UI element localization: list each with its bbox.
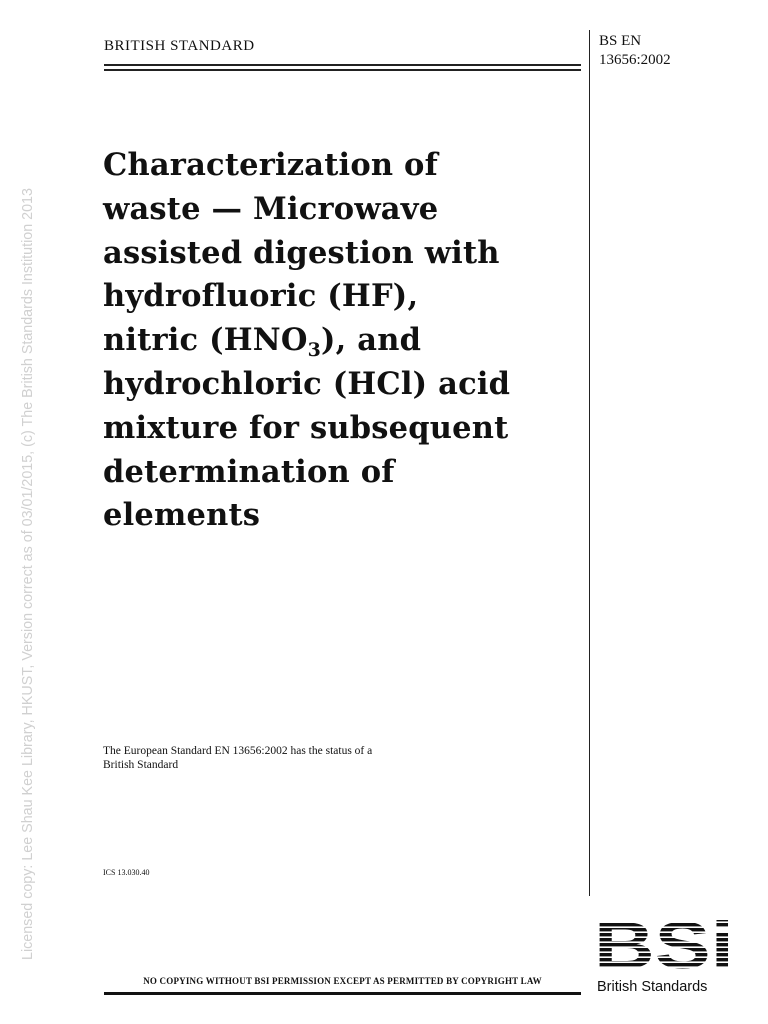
margin-vertical-rule	[589, 30, 590, 896]
footer-rule	[104, 992, 581, 995]
title-line: hydrofluoric (HF),	[103, 278, 419, 315]
ics-code: ICS 13.030.40	[103, 868, 150, 877]
document-title	[103, 144, 583, 538]
title-line: hydrochloric (HCl) acid	[103, 365, 511, 402]
title-line: determination of	[103, 453, 395, 490]
title-line: elements	[103, 497, 261, 534]
status-note	[103, 744, 483, 772]
standard-number-line1: BS EN	[599, 33, 642, 49]
header-rule-lower	[104, 69, 581, 71]
license-watermark: Licensed copy: Lee Shau Kee Library, HKUST, Version correct as of 03/01/2015, (c) The British Standards Institution 2013	[20, 188, 36, 960]
copyright-notice: NO COPYING WITHOUT BSI PERMISSION EXCEPT AS PERMITTED BY COPYRIGHT LAW	[143, 976, 542, 986]
bsi-logo	[596, 918, 732, 970]
title-line: assisted digestion with	[103, 234, 500, 271]
status-note-line2: British Standard	[103, 759, 179, 771]
header-rule-upper	[104, 64, 581, 66]
title-line-part: ), and	[321, 322, 422, 359]
status-note-line1: The European Standard EN 13656:2002 has the status of a	[103, 745, 373, 757]
bsi-brand-text: British Standards	[597, 979, 708, 995]
document-type-label: BRITISH STANDARD	[104, 38, 255, 54]
title-subscript: 3	[307, 339, 322, 362]
title-line: mixture for subsequent	[103, 409, 509, 446]
standard-number-line2: 13656:2002	[599, 52, 671, 68]
title-line	[103, 319, 583, 363]
title-line: waste — Microwave	[103, 190, 439, 227]
title-line-part: nitric (HNO	[103, 322, 308, 359]
title-line: Characterization of	[103, 147, 438, 183]
standard-number	[599, 32, 671, 70]
